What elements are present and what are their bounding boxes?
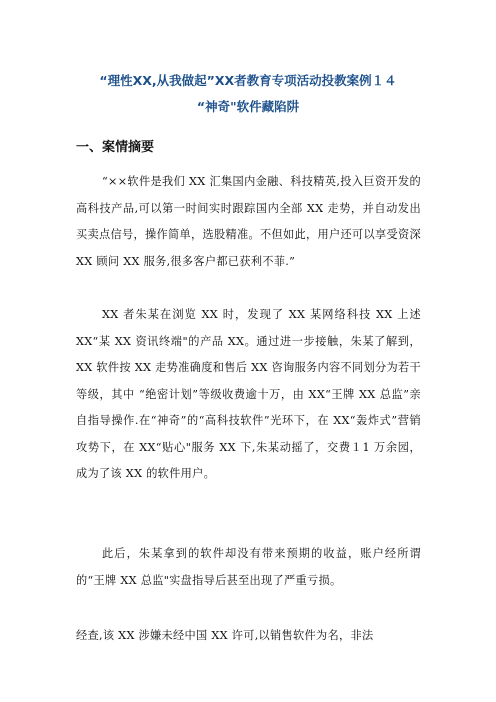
- paragraph-2: XX 者朱某在浏览 XX 时，发现了 XX 某网络科技 XX 上述 XX“某 XX 资讯终端"的产品 XX。通过进一步接触，朱某了解到，XX 软件按 XX 走势准确度和售后 XX 咨询服务内容不同划分为若干等级，其中 “绝密计划”等级收费逾十万，由 XX“王牌 XX 总监”亲自指导操作.在“神奇”的“高科技软件”光环下，在 XX“轰炸式”营销攻势下，在 XX“贴心"服务 XX 下,朱某动摇了，交费１1 万余园，成为了该 XX 的软件用户。: [76, 308, 421, 480]
- paragraph-3: 此后，朱某拿到的软件却没有带来预期的收益，账户经所谓的“王牌 XX 总监"实盘指导后甚至出现了严重亏损。: [76, 547, 421, 587]
- paragraph-1: “××软件是我们 XX 汇集国内金融、科技精英,投入巨资开发的高科技产品,可以第一时间实时跟踪国内全部 XX 走势，并自动发出买卖点信号，操作简单，选股精准。不但如此，用户还可以享受资深 XX 顾问 XX 服务,很多客户都已获利不菲.”: [76, 175, 421, 268]
- section-heading: 一、案情摘要: [76, 140, 155, 155]
- document-subtitle: “神奇"软件藏陷阱: [196, 99, 300, 114]
- paragraph-4: 经查,该 XX 涉嫌未经中国 XX 许可,以销售软件为名，非法: [76, 629, 374, 642]
- document-title: “理性XX,从我做起”XX者教育专项活动投教案例１４: [99, 73, 397, 88]
